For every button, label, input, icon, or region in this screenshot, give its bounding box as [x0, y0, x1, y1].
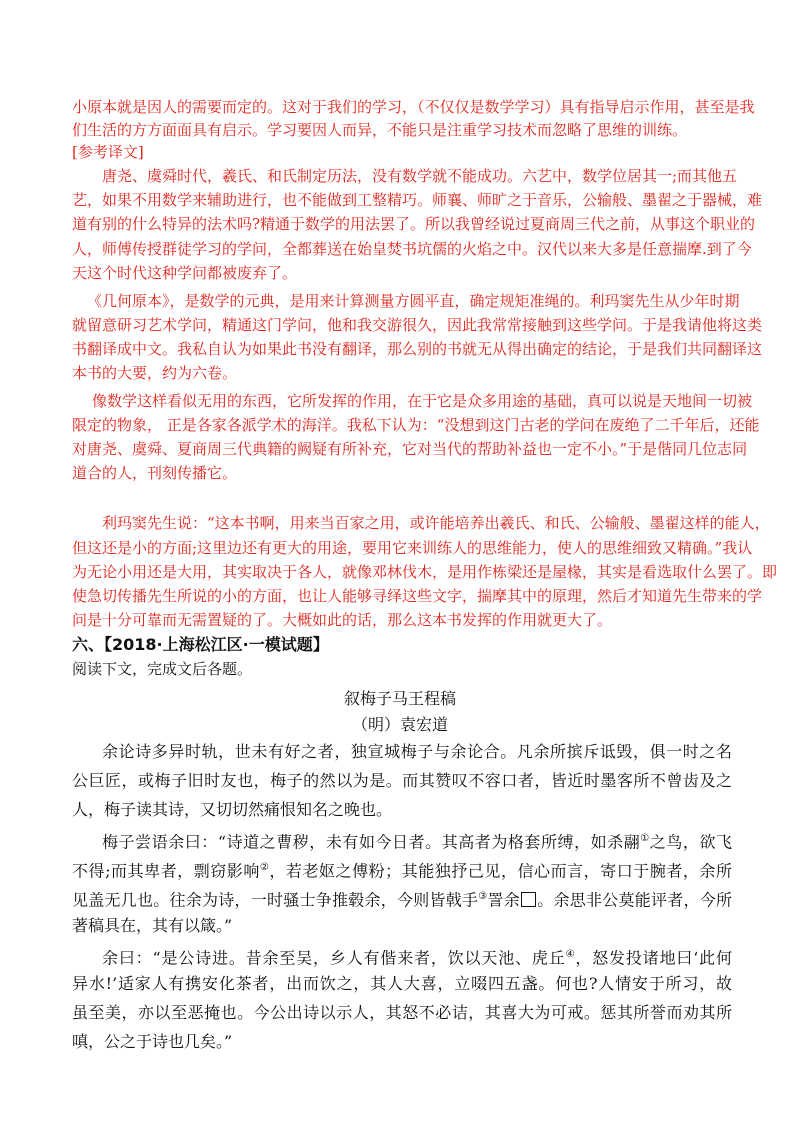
section-heading: 六、【2018·上海松江区·一模试题】 — [72, 635, 329, 654]
essay-title: 叙梅子马王程稿 — [343, 689, 456, 708]
translation-line: 使急切传播先生所说的小的方面，也让人能够寻绎这些文字，揣摩其中的原理，然后才知道先生带来的学 — [72, 587, 763, 605]
blank-box-icon — [521, 892, 536, 907]
essay-line: 人，梅子读其诗，又切切然痛恨知名之晚也。 — [72, 800, 393, 819]
translation-line: 利玛窦先生说：“这本书啊，用来当百家之用，或许能培养出羲氏、和氏、公输般、墨翟这样的能人， — [102, 514, 770, 532]
translation-line: 书翻译成中文。我私自认为如果此书没有翻译，那么别的书就无从得出确定的结论，于是我们共同翻译这 — [72, 340, 763, 358]
translation-line: 人，师傅传授群徒学习的学问，全都葬送在始皇焚书坑儒的火焰之中。汉代以来大多是任意揣摩.到了今 — [72, 240, 752, 258]
essay-line: 异水!’适家人有携安化茶者，出而饮之，其人大喜，立啜四五盏。何也?人情安于所习，故 — [72, 974, 732, 993]
footnote-marker: ③ — [478, 891, 488, 902]
essay-author: （明）袁宏道 — [351, 715, 448, 734]
essay-line: 嗔，公之于诗也几矣。” — [72, 1032, 233, 1051]
essay-text: 。余思非公莫能评者，今所 — [536, 890, 732, 910]
essay-line — [72, 885, 732, 912]
essay-text: 余曰：“是公诗进。昔余至吴，乡人有偕来者，饮以天池、虎丘 — [102, 948, 566, 968]
essay-line — [72, 943, 732, 970]
essay-line — [72, 856, 732, 883]
essay-text: 之鸟，欲飞 — [649, 832, 732, 852]
translation-line: 限定的物象， 正是各家各派学术的海洋。我私下认为：“没想到这门古老的学问在废绝了二千年后，还能 — [72, 416, 760, 434]
translation-line: 艺，如果不用数学来辅助进行，也不能做到工整精巧。师襄、师旷之于音乐，公输般、墨翟之于器械，难 — [72, 191, 763, 209]
essay-line: 公巨匠，或梅子旧时友也，梅子的然以为是。而其赞叹不容口者，皆近时墨客所不曾齿及之 — [72, 771, 732, 790]
translation-line: 像数学这样看似无用的东西，它所发挥的作用，在于它是众多用途的基础，真可以说是天地间一切被 — [92, 392, 753, 410]
translation-line: 为无论小用还是大用，其实取决于各人，就像邓林伐木，是用作栋梁还是屋椽，其实是看选取什么罢了。即 — [72, 563, 778, 581]
essay-text: 詈余 — [487, 890, 520, 910]
translation-line: 道有别的什么特异的法术吗?精通于数学的用法罢了。所以我曾经说过夏商周三代之前，从事这个职业的 — [72, 215, 756, 233]
essay-text: ，若老妪之傅粉；其能独抒己见，信心而言，寄口于腕者，余所 — [269, 861, 732, 881]
translation-line: 就留意研习艺术学问，精通这门学问，他和我交游很久，因此我常常接触到这些学问。于是我请他将这类 — [72, 316, 763, 334]
footnote-marker: ① — [640, 833, 650, 844]
translation-line: 唐尧、虞舜时代，羲氏、和氏制定历法，没有数学就不能成功。六艺中，数学位居其一;而其他五 — [102, 167, 738, 185]
translation-line: 问是十分可靠而无需置疑的了。大概如此的话，那么这本书发挥的作用就更大了。 — [72, 611, 613, 629]
translation-line: 天这个时代这种学问都被废弃了。 — [72, 264, 298, 282]
essay-text: 梅子尝语余曰：“诗道之曹秽，未有如今日者。其高者为格套所缚，如杀翮 — [102, 832, 641, 852]
commentary-line-2: 们生活的方方面面具有启示。学习要因人而异，不能只是注重学习技术而忽略了思维的训练。 — [72, 121, 688, 139]
essay-line: 著稿具在，其有以箴。” — [72, 916, 233, 935]
essay-text: 不得;而其卑者，剽窃影响 — [72, 861, 260, 881]
translation-line: 本书的大要，约为六卷。 — [72, 364, 238, 382]
essay-line — [72, 827, 732, 854]
translation-line: 道合的人，刊刻传播它。 — [72, 464, 238, 482]
essay-line: 虽至美，亦以至恶掩也。今公出诗以示人，其怒不必诘，其喜大为可戒。惩其所誉而劝其所 — [72, 1003, 732, 1022]
translation-line: 对唐尧、虞舜、夏商周三代典籍的阙疑有所补充，它对当代的帮助补益也一定不小。”于是偕同几位志同 — [72, 440, 748, 458]
commentary-line-1: 小原本就是因人的需要而定的。这对于我们的学习，（不仅仅是数学学习）具有指导启示作用，甚至是我 — [72, 98, 755, 116]
essay-text: ，怒发投诸地曰‘此何 — [575, 948, 732, 968]
reference-translation-label: [参考译文] — [72, 143, 144, 161]
essay-line: 余论诗多异时轨，世未有好之者，独宣城梅子与余论合。凡余所摈斥诋毁，俱一时之名 — [102, 742, 732, 761]
footnote-marker: ④ — [565, 949, 576, 960]
translation-line: 但这还是小的方面;这里边还有更大的用途，要用它来训练人的思维能力，使人的思维细致又精确。”我认 — [72, 539, 753, 557]
essay-text: 见盖无几也。往余为诗，一时骚士争推毂余，今则皆戟手 — [72, 890, 479, 910]
translation-line: 《几何原本》，是数学的元典，是用来计算测量方圆平直，确定规矩准绳的。利玛窦先生从少年时期 — [87, 292, 740, 310]
instruction-text: 阅读下文，完成文后各题。 — [72, 660, 253, 678]
footnote-marker: ② — [259, 862, 270, 873]
